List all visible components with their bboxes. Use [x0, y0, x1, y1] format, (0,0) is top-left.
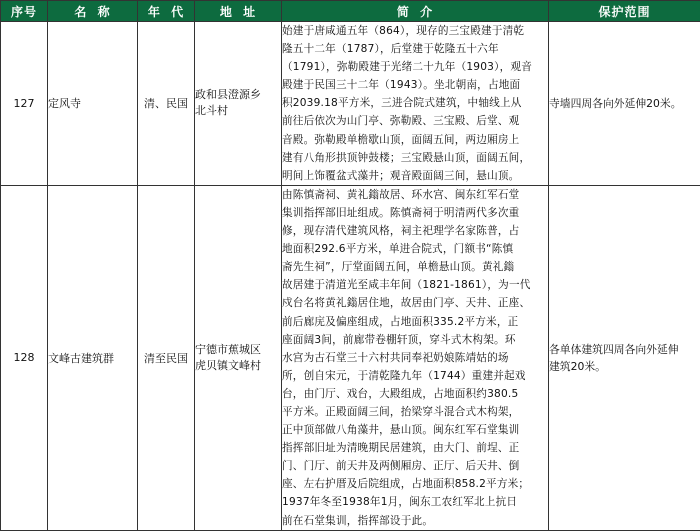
intro-line: 前在石堂集训，指挥部设于此。	[282, 512, 548, 530]
site-address	[195, 22, 282, 186]
scope-line: 各单体建筑四周各向外延伸	[549, 341, 700, 358]
site-era: 清、民国	[138, 22, 195, 186]
intro-line: 集训指挥部旧址组成。陈慎斋祠于明清两代多次重	[282, 204, 548, 222]
scope-line: 建筑20米。	[549, 358, 700, 375]
address-line: 北斗村	[195, 103, 281, 119]
intro-line: 隆五十二年（1787），后堂建于乾隆五十六年	[282, 40, 548, 58]
intro-line: 戍台名将黄礼鎓居住地，故居由门亭、天井、正座、	[282, 294, 548, 312]
header-name: 名 称	[48, 1, 138, 22]
intro-line: 前往后依次为山门亭、弥勒殿、三宝殿、后堂、观	[282, 112, 548, 130]
intro-line: 正中顶部做八角藻井，悬山顶。闽东红军石堂集训	[282, 421, 548, 439]
header-introduction: 简 介	[282, 1, 549, 22]
intro-line: 始建于唐咸通五年（864），现存的三宝殿建于清乾	[282, 22, 548, 40]
site-name: 定风寺	[48, 22, 138, 186]
intro-line: 平方米。正殿面阔三间，抬梁穿斗混合式木构架，	[282, 403, 548, 421]
address-line: 虎贝镇文峰村	[195, 358, 281, 374]
intro-line: 座、左右护厝及后院组成，占地面积858.2平方米；	[282, 475, 548, 493]
intro-line: 明间上饰覆盆式藻井；观音殿面阔三间，悬山顶。	[282, 167, 548, 185]
site-introduction	[282, 185, 549, 530]
intro-line: 殿建于民国三十二年（1943）。坐北朝南，占地面	[282, 76, 548, 94]
intro-line: 座面阔3间，前廊带卷棚轩顶，穿斗式木构架。环	[282, 331, 548, 349]
intro-line: 所，创自宋元，于清乾隆九年（1744）重建并起戏	[282, 367, 548, 385]
intro-line: 建有八角形拱顶钟鼓楼；三宝殿悬山顶，面阔五间，	[282, 149, 548, 167]
intro-line: 水宫为古石堂三十六村共同奉祀奶娘陈靖姑的场	[282, 349, 548, 367]
intro-line: 指挥部旧址为清晚期民居建筑，由大门、前埕、正	[282, 439, 548, 457]
row-number: 127	[1, 22, 48, 186]
header-era: 年 代	[138, 1, 195, 22]
intro-line: （1791），弥勒殿建于光绪二十九年（1903），观音	[282, 58, 548, 76]
intro-line: 音殿。弥勒殿单檐歇山顶，面阔五间，两边厢房上	[282, 131, 548, 149]
intro-line: 斋先生祠”，厅堂面阔五间，单檐悬山顶。黄礼鎓	[282, 258, 548, 276]
intro-line: 由陈慎斋祠、黄礼鎓故居、环水宫、闽东红军石堂	[282, 186, 548, 204]
header-address: 地 址	[195, 1, 282, 22]
address-line: 政和县澄源乡	[195, 87, 281, 103]
protection-scope	[549, 22, 700, 186]
row-number: 128	[1, 185, 48, 530]
intro-line: 地面积292.6平方米，单进合院式，门额书“陈慎	[282, 240, 548, 258]
intro-line: 积2039.18平方米，三进合院式建筑，中轴线上从	[282, 94, 548, 112]
intro-line: 1937年冬至1938年1月，闽东工农红军北上抗日	[282, 493, 548, 511]
site-name: 文峰古建筑群	[48, 185, 138, 530]
intro-line: 门、门厅、前天井及两侧厢房、正厅、后天井、倒	[282, 457, 548, 475]
address-line: 宁德市蕉城区	[195, 342, 281, 358]
site-address	[195, 185, 282, 530]
table-header-row	[1, 1, 700, 22]
intro-line: 前后廊庑及偏座组成，占地面积335.2平方米，正	[282, 313, 548, 331]
header-number: 序号	[1, 1, 48, 22]
table-row	[1, 22, 700, 186]
intro-line: 故居建于清道光至咸丰年间（1821-1861），为一代	[282, 276, 548, 294]
site-era: 清至民国	[138, 185, 195, 530]
intro-line: 台，由门厅、戏台，大殿组成，占地面积约380.5	[282, 385, 548, 403]
site-introduction	[282, 22, 549, 186]
protection-scope	[549, 185, 700, 530]
intro-line: 修，现存清代建筑风格，祠主祀理学名家陈普，占	[282, 222, 548, 240]
header-protection-scope: 保护范围	[549, 1, 700, 22]
table-row	[1, 185, 700, 530]
scope-line: 寺墙四周各向外延伸20米。	[549, 95, 700, 112]
